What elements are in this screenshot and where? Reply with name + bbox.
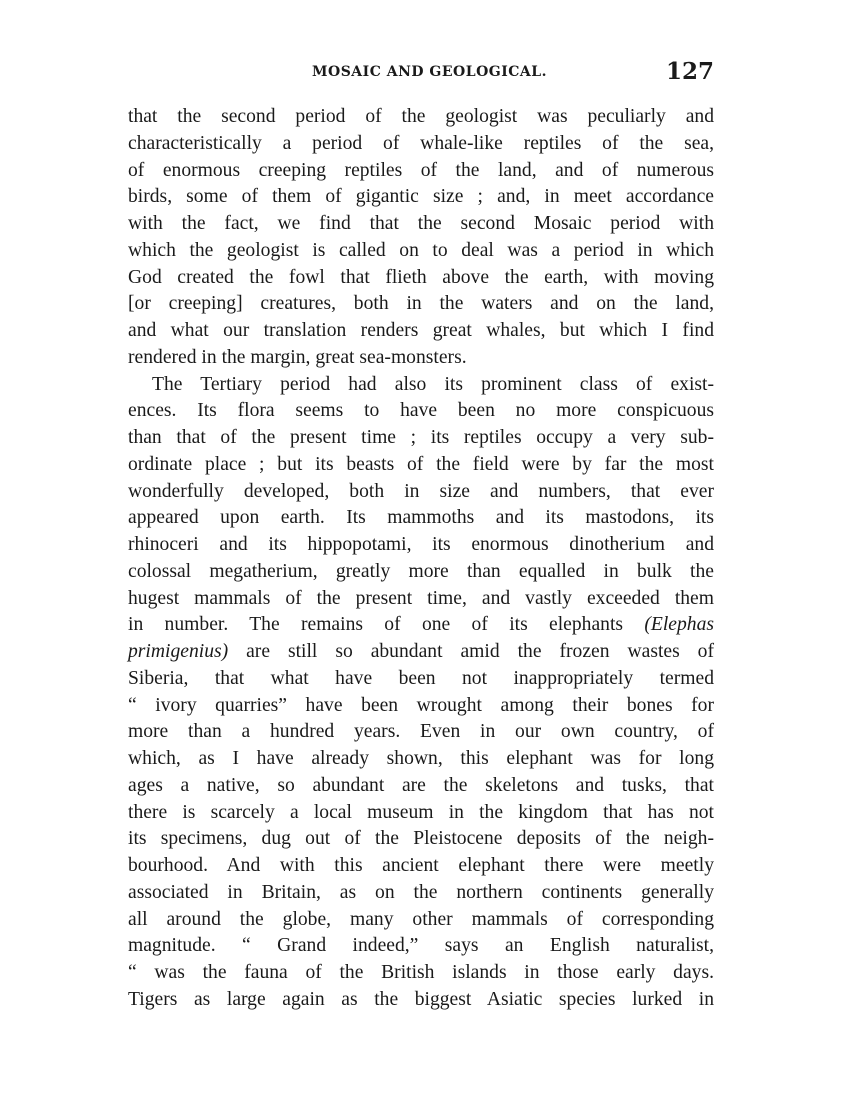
text-line: its specimens, dug out of the Pleistocene deposits of the neigh- (128, 828, 714, 850)
italic-term: (Elephas (644, 614, 715, 636)
text-line: “ was the fauna of the British islands in those early days. (128, 962, 714, 983)
text-line: rendered in the margin, great sea-monsters. (128, 346, 467, 368)
text-line: which the geologist is called on to deal was a period in which (128, 239, 714, 261)
text-line: of enormous creeping reptiles of the land, and of numerous (128, 159, 714, 181)
text-line: and what our translation renders great whales, but which I find (128, 320, 714, 341)
text-line: Tigers as large again as the biggest Asiatic species lurked in (128, 988, 714, 1010)
text-line: The Tertiary period had also its prominent class of exist- (152, 373, 714, 395)
text-line: hugest mammals of the present time, and vastly exceeded them (128, 587, 714, 609)
page-number: 127 (665, 58, 714, 85)
text-line: wonderfully developed, both in size and numbers, that ever (128, 480, 714, 502)
text-line: magnitude. “ Grand indeed,” says an English naturalist, (128, 935, 714, 957)
text-line: ences. Its flora seems to have been no more conspicuous (128, 400, 714, 422)
text-line (128, 612, 714, 639)
text-fragment: are still so abundant amid the frozen wastes of (246, 641, 714, 662)
italic-term: primigenius) (128, 641, 229, 662)
text-line: bourhood. And with this ancient elephant there were meetly (128, 855, 714, 876)
text-line: with the fact, we find that the second Mosaic period with (128, 213, 714, 234)
text-line: rhinoceri and its hippopotami, its enormous dinotherium and (128, 534, 714, 555)
running-title: MOSAIC AND GEOLOGICAL. (312, 64, 547, 80)
text-line: all around the globe, many other mammals of corresponding (128, 908, 714, 930)
text-line: ordinate place ; but its beasts of the field were by far the most (128, 453, 714, 475)
body-text (128, 104, 714, 1014)
text-line: God created the fowl that flieth above the earth, with moving (128, 266, 714, 288)
text-line (128, 639, 714, 666)
text-line: birds, some of them of gigantic size ; and, in meet accordance (128, 186, 714, 208)
text-line: colossal megatherium, greatly more than equalled in bulk the (128, 560, 714, 582)
text-line: more than a hundred years. Even in our own country, of (128, 721, 714, 743)
text-line: that the second period of the geologist was peculiarly and (128, 106, 714, 127)
text-line: characteristically a period of whale-like reptiles of the sea, (128, 132, 714, 154)
text-line: than that of the present time ; its reptiles occupy a very sub- (128, 427, 714, 448)
text-line: Siberia, that what have been not inappropriately termed (128, 667, 714, 689)
text-line: there is scarcely a local museum in the kingdom that has not (128, 801, 714, 823)
text-line: “ ivory quarries” have been wrought among their bones for (128, 694, 714, 716)
text-line: ages a native, so abundant are the skeletons and tusks, that (128, 774, 714, 796)
text-fragment: in number. The remains of one of its elephants (128, 614, 624, 636)
text-line: [or creeping] creatures, both in the waters and on the land, (128, 293, 714, 315)
text-line: which, as I have already shown, this elephant was for long (128, 748, 714, 769)
text-line: appeared upon earth. Its mammoths and its mastodons, its (128, 507, 714, 529)
running-head (128, 58, 714, 88)
text-line: associated in Britain, as on the northern continents generally (128, 881, 714, 903)
